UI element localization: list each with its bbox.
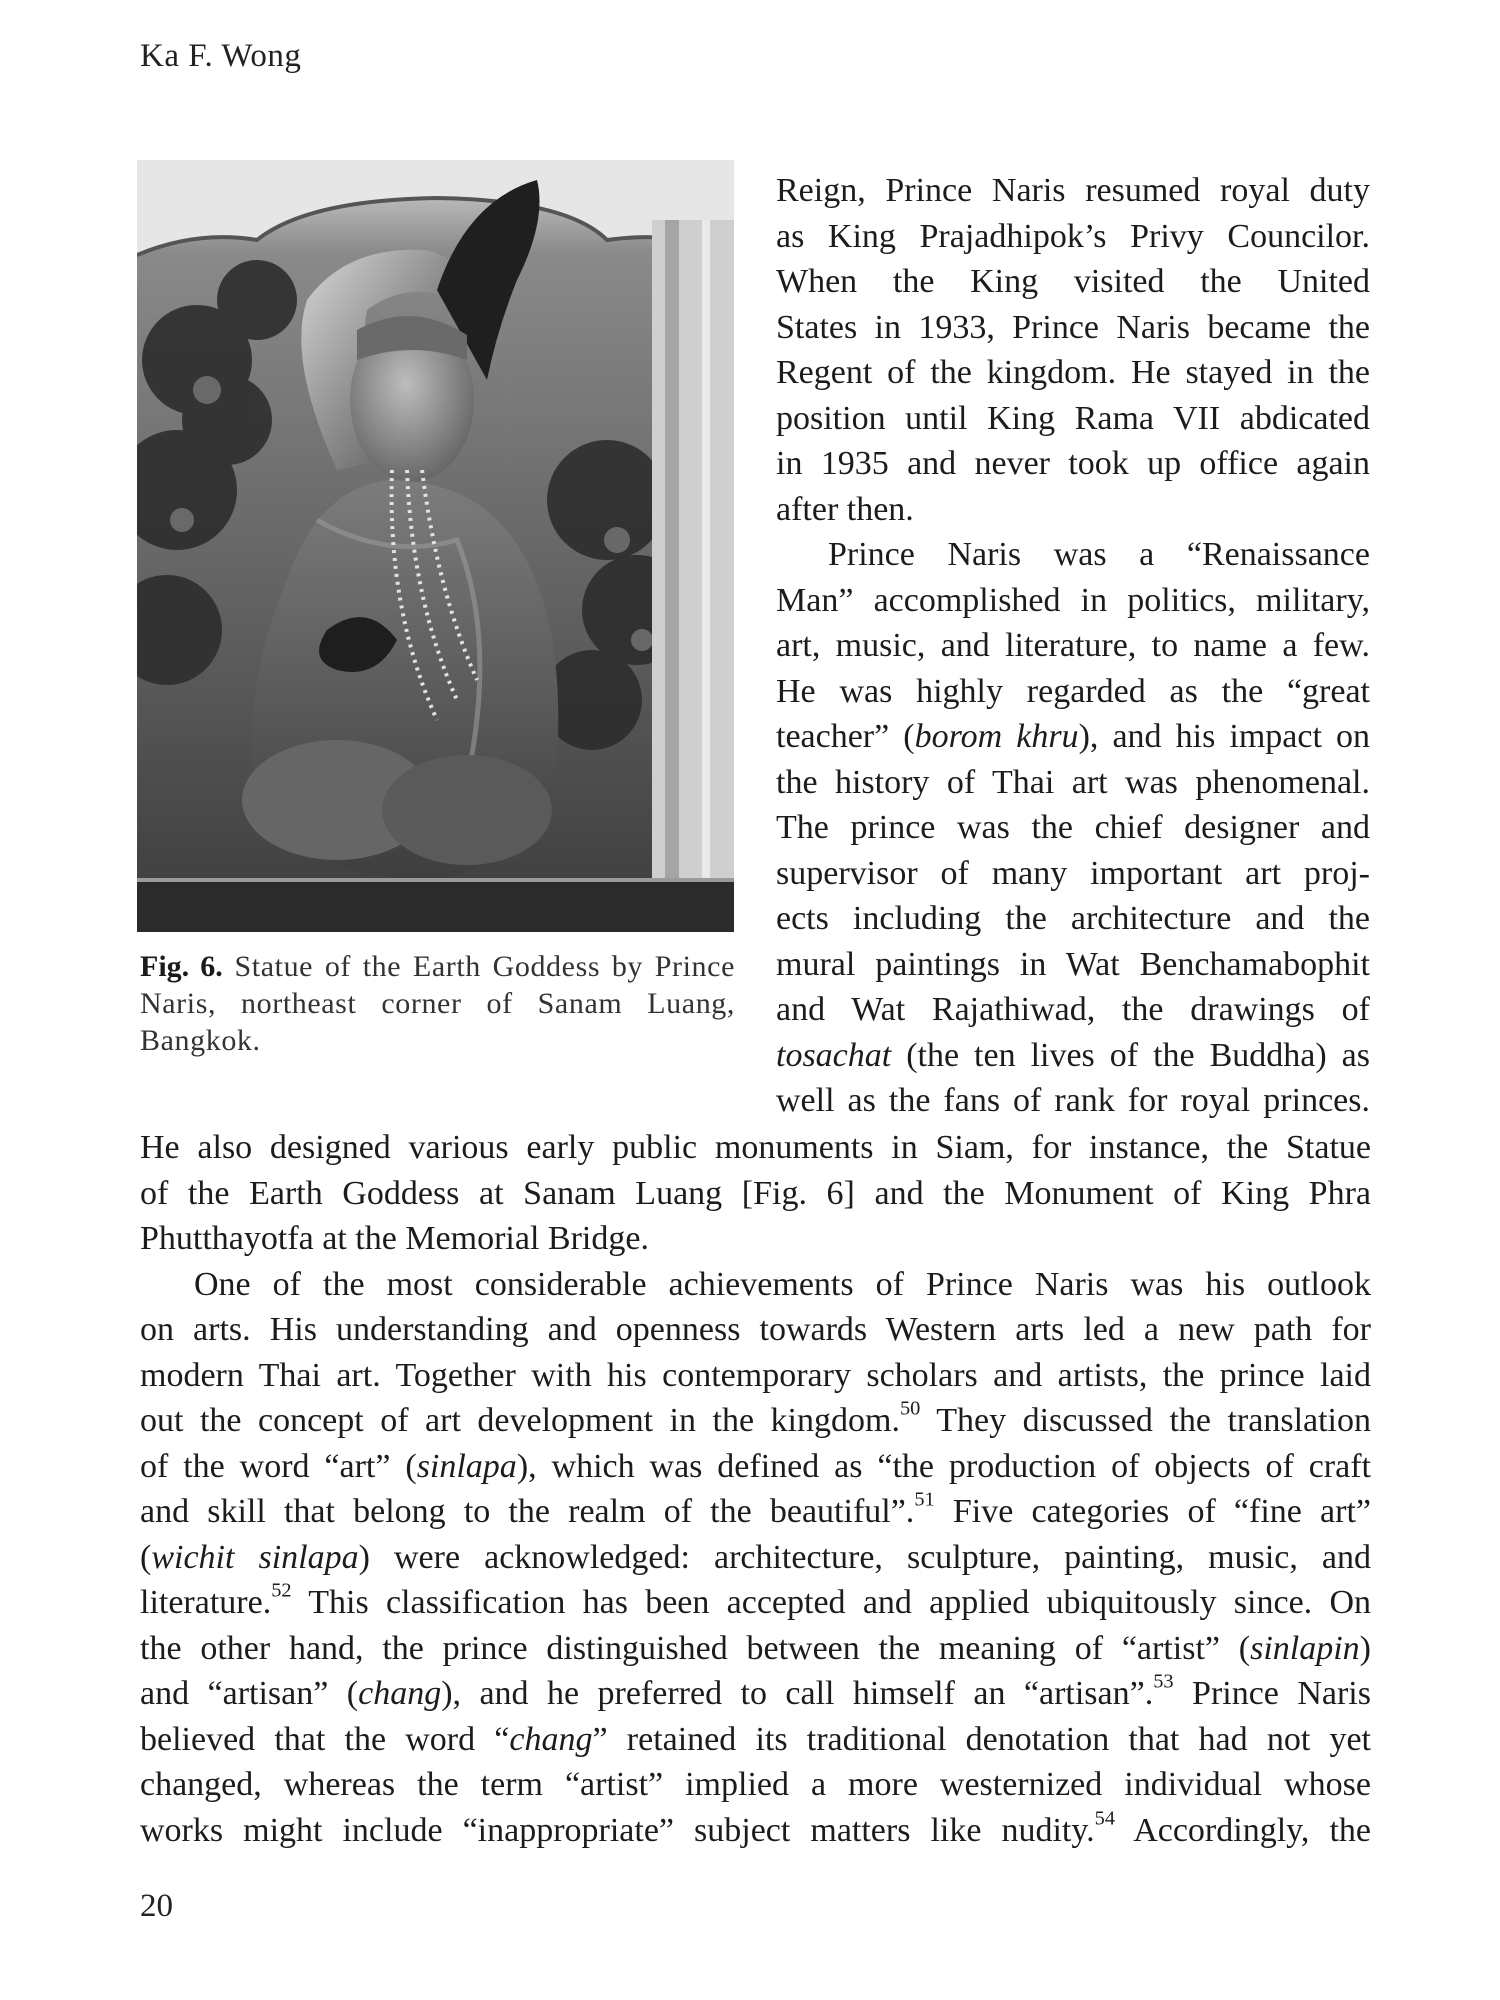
footnote-ref: 53 (1153, 1670, 1174, 1693)
text-line: supervisor of many important art proj- (776, 854, 1370, 892)
text-line (140, 1671, 1371, 1717)
text-fragment: ) (1359, 1629, 1371, 1667)
right-column-text (776, 168, 1370, 1124)
text-fragment: Accordingly, the (1115, 1811, 1371, 1849)
text-fragment: works might include “inappropriate” subject matters like nudity. (140, 1811, 1095, 1849)
term-italic: wichit sinlapa (151, 1538, 359, 1576)
text-line (776, 1033, 1370, 1079)
text-line: modern Thai art. Together with his contemporary scholars and artists, the prince laid (140, 1356, 1371, 1394)
text-line: position until King Rama VII abdicated (776, 399, 1370, 437)
text-fragment: and “artisan” ( (140, 1675, 359, 1712)
text-line (140, 1444, 1371, 1490)
text-line (776, 714, 1370, 760)
text-line (140, 1808, 1371, 1854)
text-line: He also designed various early public monuments in Siam, for instance, the Statue (140, 1129, 1371, 1166)
text-line: and Wat Rajathiwad, the drawings of (776, 991, 1370, 1028)
text-line: Phutthayotfa at the Memorial Bridge. (140, 1220, 649, 1257)
text-fragment: teacher” ( (776, 718, 915, 755)
text-line: art, music, and literature, to name a few. (776, 627, 1370, 664)
term-italic: sinlapa (416, 1447, 517, 1485)
text-line: When the King visited the United (776, 263, 1370, 300)
text-line: He was highly regarded as the “great (776, 672, 1370, 710)
text-fragment: and skill that belong to the realm of the beautiful”. (140, 1493, 915, 1530)
text-fragment: ” retained its traditional denotation that had not yet (592, 1720, 1372, 1758)
text-line (140, 1535, 1371, 1581)
text-line: the history of Thai art was phenomenal. (776, 763, 1370, 801)
text-line: The prince was the chief designer and (776, 809, 1370, 846)
text-fragment: literature. (140, 1584, 272, 1621)
text-fragment: ), and his impact on (1078, 718, 1370, 755)
figure-caption-label: Fig. 6. (140, 950, 223, 983)
term-italic: chang (509, 1720, 593, 1758)
text-fragment: out the concept of art development in the kingdom. (140, 1402, 900, 1439)
text-line (140, 1489, 1371, 1535)
figure-earth-goddess-photo (137, 160, 734, 932)
text-fragment: Prince Naris (1173, 1675, 1371, 1712)
footnote-ref: 51 (914, 1488, 935, 1511)
text-fragment: They discussed the translation (920, 1402, 1372, 1439)
text-line: States in 1933, Prince Naris became the (776, 308, 1370, 346)
term-italic: borom khru (914, 718, 1079, 755)
text-fragment: ) were acknowledged: architecture, sculpture, painting, music, and (358, 1538, 1371, 1576)
text-fragment: ), which was defined as “the production of objects of craft (516, 1447, 1371, 1485)
text-fragment: of the word “art” ( (140, 1447, 417, 1485)
footnote-ref: 54 (1094, 1807, 1116, 1830)
text-line: Man” accomplished in politics, military, (776, 581, 1370, 619)
text-line: of the Earth Goddess at Sanam Luang [Fig. 6] and the Monument of King Phra (140, 1174, 1371, 1212)
figure-caption (140, 948, 735, 1059)
footnote-ref: 50 (899, 1397, 921, 1420)
text-fragment: Five categories of “fine art” (934, 1493, 1371, 1530)
term-italic: sinlapin (1250, 1629, 1360, 1667)
term-italic: tosachat (776, 1036, 892, 1074)
text-fragment: ( (140, 1538, 152, 1576)
text-line: as King Prajadhipok’s Privy Councilor. (776, 217, 1370, 255)
text-fragment: This classification has been accepted and applied ubiquitously since. On (291, 1584, 1371, 1621)
text-line (140, 1626, 1371, 1672)
text-line: Regent of the kingdom. He stayed in the (776, 354, 1370, 391)
text-fragment: the other hand, the prince distinguished between the meaning of “artist” ( (140, 1629, 1251, 1667)
text-line (140, 1398, 1371, 1444)
text-line: on arts. His understanding and openness towards Western arts led a new path for (140, 1311, 1371, 1348)
text-line: ects including the architecture and the (776, 900, 1370, 937)
text-line: mural paintings in Wat Benchamabophit (776, 945, 1370, 983)
text-line: Reign, Prince Naris resumed royal duty (776, 172, 1370, 209)
text-line: well as the fans of rank for royal princes. (776, 1082, 1370, 1119)
figure-caption-text: Statue of the Earth Goddess by Prince Naris, northeast corner of Sanam Luang, Bangkok. (140, 950, 735, 1057)
text-fragment: ), and he preferred to call himself an “artisan”. (441, 1675, 1154, 1712)
text-line: after then. (776, 490, 914, 528)
text-line (140, 1717, 1371, 1763)
text-fragment: (the ten lives of the Buddha) as (891, 1036, 1370, 1074)
term-italic: chang (358, 1675, 442, 1712)
text-line: Prince Naris was a “Renaissance (828, 536, 1370, 573)
text-line (140, 1580, 1371, 1626)
page-number: 20 (140, 1888, 173, 1924)
running-head: Ka F. Wong (140, 38, 302, 74)
text-fragment: believed that the word “ (140, 1720, 510, 1758)
footnote-ref: 52 (271, 1579, 292, 1602)
text-line: in 1935 and never took up office again (776, 445, 1370, 482)
text-line: changed, whereas the term “artist” implied a more westernized individual whose (140, 1766, 1371, 1803)
text-line: One of the most considerable achievements of Prince Naris was his outlook (194, 1265, 1371, 1303)
full-width-text (140, 1125, 1371, 1853)
